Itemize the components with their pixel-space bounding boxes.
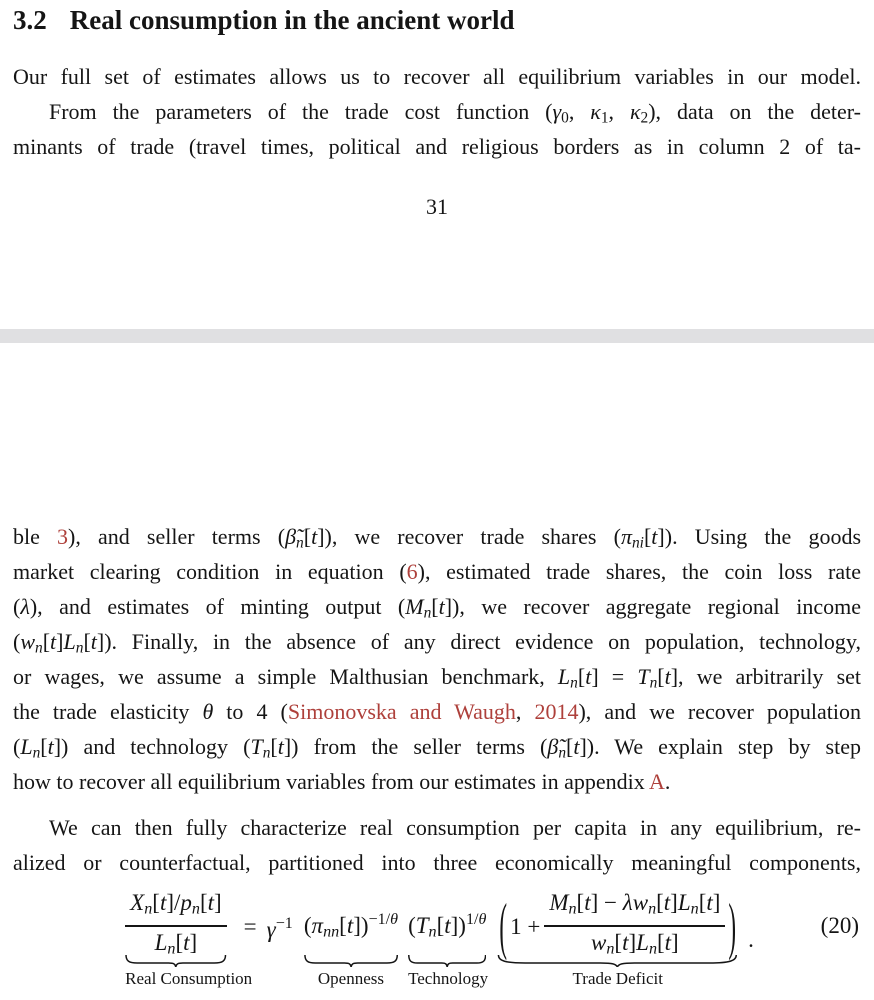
text-line: alized or counterfactual, partitioned into three economically meaningful components,	[13, 850, 861, 875]
text-line: market clearing condition in equation (6), estimated trade shares, the coin loss rate	[13, 559, 861, 584]
term-label: Trade Deficit	[572, 969, 663, 988]
text-line: From the parameters of the trade cost function (γ0, κ1, κ2), data on the deter-	[49, 99, 862, 127]
underbrace	[125, 955, 253, 988]
text-line: Our full set of estimates allows us to recover all equilibrium variables in our model.	[13, 64, 861, 89]
equation-number: (20)	[820, 913, 859, 938]
text-line: or wages, we assume a simple Malthusian benchmark, Ln[t] = Tn[t], we arbitrarily set	[13, 664, 862, 692]
openness-term: $(\pi nn[t])^{-1/\theta}$ Openness	[303, 911, 399, 988]
fraction-numerator: Mn[t] − λwn[t]Ln[t]	[549, 889, 721, 918]
paragraph	[13, 59, 861, 164]
text-line: (wn[t]Ln[t]). Finally, in the absence of any direct evidence on population, technology,	[13, 629, 861, 657]
underbrace	[408, 955, 489, 988]
equals-sign: =	[243, 913, 257, 939]
underbrace	[304, 955, 398, 988]
term-label: Openness	[317, 969, 385, 988]
gamma-inverse: $\gamma^{-1}$	[266, 914, 293, 942]
fraction-numerator: Xn[t]/pn[t]	[130, 889, 222, 918]
underbrace-icon	[496, 955, 739, 967]
term-label: Real Consumption	[125, 969, 253, 988]
section-title: Real consumption in the ancient world	[69, 5, 515, 35]
section-number: 3.2	[13, 5, 47, 35]
deficit-fraction	[544, 889, 725, 964]
underbrace-icon	[408, 955, 486, 967]
lhs-fraction	[125, 889, 227, 964]
reference-link[interactable]: A	[649, 769, 665, 794]
reference-link[interactable]: 2014	[534, 699, 579, 724]
page-gap-divider	[0, 329, 874, 343]
text-line: (λ), and estimates of minting output (Mn[t]), we recover aggregate regional income	[13, 594, 861, 622]
fraction-denominator: wn[t]Ln[t]	[591, 929, 679, 958]
underbrace-icon	[304, 955, 398, 967]
fraction-bar	[544, 925, 725, 927]
reference-link[interactable]: 3	[57, 524, 69, 549]
section-heading	[13, 4, 861, 36]
term-label: Technology	[408, 969, 489, 988]
underbrace-icon	[125, 955, 227, 967]
big-open-paren: (	[499, 891, 508, 961]
page-number: 31	[426, 194, 448, 219]
equation-block	[13, 886, 861, 998]
big-close-paren: )	[728, 891, 737, 961]
text-line: We can then fully characterize real consumption per capita in any equilibrium, re-	[49, 815, 861, 840]
equation-row	[13, 886, 861, 988]
underbrace	[496, 955, 739, 988]
text-line: minants of trade (travel times, political and religious borders as in column 2 of ta-	[13, 134, 861, 159]
text-line: the trade elasticity θ to 4 (Simonovska and Waugh, 2014), and we recover population	[13, 699, 862, 724]
reference-link[interactable]: 6	[406, 559, 418, 584]
trade-deficit-term: ( 1 + $\frac{\text{Mn[t] − λwn[t]Ln[t]}}{wn[t]Ln[t]}$ ) Trade Deficit	[496, 886, 739, 966]
fraction-denominator: Ln[t]	[154, 929, 198, 958]
technology-term: $(Tn[t])^{1/\theta}$ Technology	[408, 911, 489, 988]
text-line: (Ln[t]) and technology (Tn[t]) from the seller terms (β̃n[t]). We explain step by step	[13, 734, 861, 762]
equation-period: .	[748, 926, 754, 952]
real-consumption-term	[125, 886, 253, 988]
paragraph	[13, 810, 861, 880]
fraction-bar	[125, 925, 227, 927]
text-line: ble 3), and seller terms (β̃n[t]), we recover trade shares (πni[t]). Using the goods	[13, 524, 862, 552]
paragraph	[13, 519, 861, 799]
reference-link[interactable]: Simonovska and Waugh	[287, 699, 516, 724]
text-line: how to recover all equilibrium variables from our estimates in appendix A.	[13, 769, 671, 794]
